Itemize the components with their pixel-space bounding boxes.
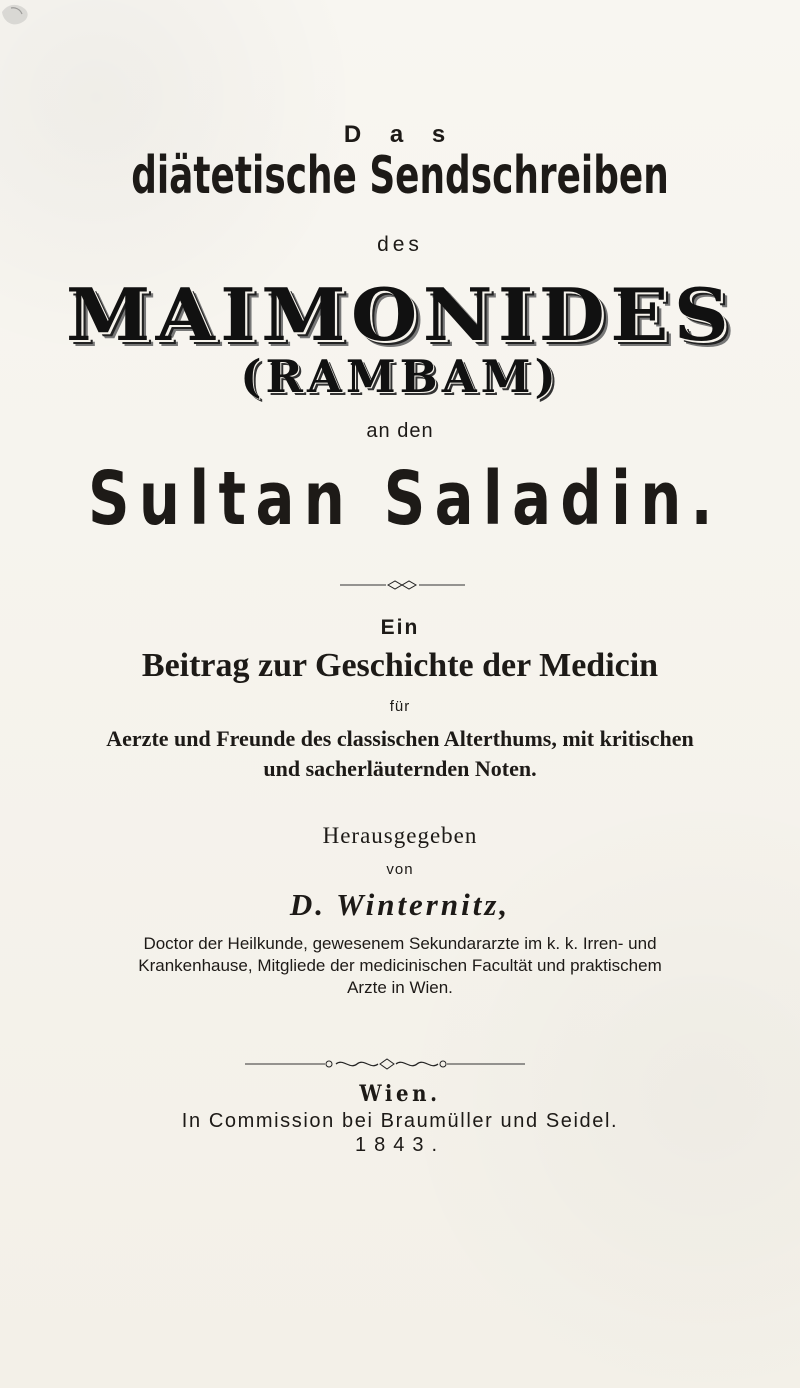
top-left-stain-icon (0, 0, 34, 28)
fuer-text: für (389, 698, 411, 715)
sultan-saladin-title: Sultan Saladin. (88, 456, 722, 542)
von-text: von (386, 861, 414, 878)
maimonides-display-title: MAIMONIDES (65, 272, 735, 357)
ein-text: Ein (380, 616, 420, 639)
publication-year: 1843. (354, 1134, 446, 1156)
decorative-rule-icon (340, 580, 465, 590)
main-title-line: diätetische Sendschreiben (131, 146, 669, 206)
ornamental-divider-icon (245, 1057, 525, 1071)
author-credentials-line-2: Krankenhause, Mitgliede der medicinischen Facultät und praktischem (138, 956, 662, 975)
author-credentials-line-3: Arzte in Wien. (347, 978, 453, 997)
publisher-line: In Commission bei Braumüller und Seidel. (181, 1110, 619, 1132)
author-credentials-line-1: Doctor der Heilkunde, gewesenem Sekundararzte im k. k. Irren- und (143, 934, 657, 953)
rambam-display-title: (RAMBAM) (240, 350, 560, 403)
das-heading: D a s (343, 121, 457, 148)
des-text: des (377, 233, 423, 256)
place-wien: Wien. (359, 1081, 441, 1107)
author-name: D. Winternitz, (289, 887, 511, 922)
published-by-heading: Herausgegeben (322, 823, 478, 848)
contribution-title: Beitrag zur Geschichte der Medicin (141, 647, 659, 684)
audience-line-2: und sacherläuternden Noten. (263, 756, 537, 781)
an-den-text: an den (366, 420, 434, 442)
audience-line-1: Aerzte und Freunde des classischen Alterthums, mit kritischen (106, 726, 694, 751)
